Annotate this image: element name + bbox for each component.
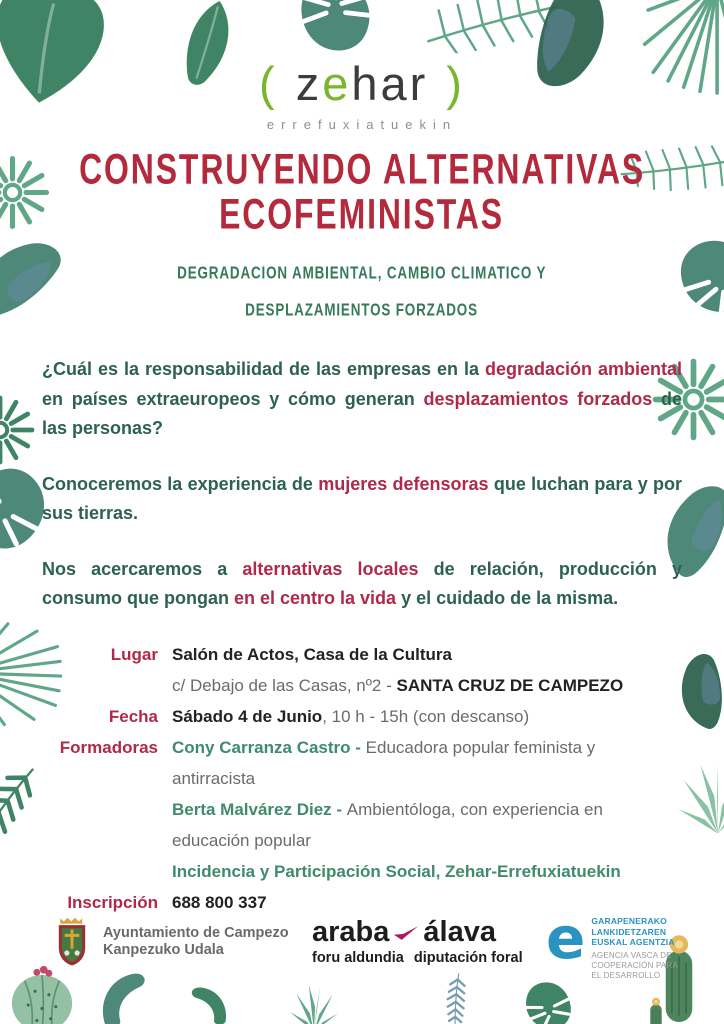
logo-letters-har: har bbox=[351, 57, 429, 110]
intro-p1-highlight-2: desplazamientos forzados bbox=[423, 388, 653, 409]
watercolor-fern-curl-icon bbox=[186, 974, 232, 1024]
inscripcion-value bbox=[172, 888, 682, 919]
intro-paragraph-3 bbox=[42, 555, 682, 613]
araba-arrow-icon bbox=[393, 924, 419, 942]
registration-phone: 688 800 337 bbox=[172, 892, 267, 912]
ayuntamiento-campezo-logo bbox=[50, 916, 289, 968]
araba-alava-wordmark bbox=[312, 918, 523, 947]
intro-p3-text: de relación, producción y consumo que pongan bbox=[42, 559, 682, 609]
title-line-1: CONSTRUYENDO ALTERNATIVAS bbox=[78, 146, 646, 194]
agencia-es-line-2: COOPERACIÓN PARA bbox=[591, 960, 678, 970]
zehar-logo bbox=[0, 0, 724, 132]
agencia-text bbox=[591, 916, 678, 981]
formadoras-label: Formadoras bbox=[59, 738, 158, 758]
formadora-2-name: Berta Malvárez Diez - bbox=[172, 800, 347, 820]
intro-p1-text: ¿Cuál es la responsabilidad de las empresas en la bbox=[42, 359, 485, 380]
watercolor-monstera-leaf-icon bbox=[515, 974, 582, 1024]
lugar-label: Lugar bbox=[110, 645, 158, 665]
agencia-spanish-name bbox=[591, 951, 678, 981]
agencia-eu-line-3: EUSKAL AGENTZIA bbox=[591, 937, 675, 948]
intro-text bbox=[42, 355, 682, 613]
venue-name: Salón de Actos, Casa de la Cultura bbox=[172, 645, 452, 665]
ayuntamiento-line-2: Kanpezuko Udala bbox=[103, 942, 224, 958]
agencia-es-line-1: AGENCIA VASCA DE bbox=[591, 950, 672, 960]
intro-paragraph-2 bbox=[42, 470, 682, 528]
intro-p1-text: en países extraeuropeos y cómo generan bbox=[42, 388, 424, 409]
logo-tagline: errefuxiatuekin bbox=[266, 117, 458, 132]
poster-subtitle bbox=[0, 256, 724, 330]
event-time: , 10 h - 15h (con descanso) bbox=[322, 707, 530, 727]
intro-p3-highlight-2: en el centro la vida bbox=[234, 588, 397, 609]
intro-p1-text: de las personas? bbox=[42, 388, 682, 438]
agencia-eu-line-2: LANKIDETZAREN bbox=[591, 926, 667, 937]
formadoras-value bbox=[172, 733, 682, 888]
title-line-2: ECOFEMINISTAS bbox=[219, 191, 505, 239]
araba-alava-logo bbox=[312, 918, 523, 966]
intro-p2-text: Conoceremos la experiencia de bbox=[42, 473, 319, 494]
formadora-1 bbox=[172, 733, 682, 795]
araba-alava-subtitle bbox=[312, 950, 523, 966]
agencia-es-line-3: EL DESARROLLO bbox=[591, 970, 661, 980]
fecha-label: Fecha bbox=[108, 707, 158, 727]
intro-p1-highlight-1: degradación ambiental bbox=[484, 359, 682, 380]
intro-p2-text: que luchan para y por sus tierras. bbox=[42, 473, 682, 523]
formadora-2-desc: Ambientóloga, con experiencia en educación popular bbox=[172, 800, 603, 851]
venue-address: c/ Debajo de las Casas, nº2 - bbox=[172, 676, 397, 696]
logo-close-paren: ) bbox=[446, 57, 465, 110]
campezo-coat-of-arms-icon bbox=[50, 916, 94, 968]
ayuntamiento-line-1: Ayuntamiento de Campezo bbox=[103, 924, 289, 941]
logo-open-paren: ( bbox=[259, 57, 278, 110]
araba-word: araba bbox=[312, 916, 390, 948]
subtitle-line-1: DEGRADACION AMBIENTAL, CAMBIO CLIMATICO Y bbox=[177, 263, 547, 283]
subtitle-line-2: DESPLAZAMIENTOS FORZADOS bbox=[245, 300, 479, 320]
ayuntamiento-text bbox=[103, 925, 289, 960]
poster-title bbox=[0, 148, 724, 238]
alava-word: álava bbox=[423, 916, 496, 948]
intro-p2-highlight-1: mujeres defensoras bbox=[318, 473, 489, 494]
logo-letter-z: z bbox=[295, 57, 323, 110]
organizing-department: Incidencia y Participación Social, Zehar-Errefuxiatuekin bbox=[172, 862, 621, 881]
zehar-logo-wordmark bbox=[0, 56, 724, 111]
fecha-value bbox=[172, 702, 682, 733]
detail-row-lugar bbox=[42, 640, 682, 702]
intro-paragraph-1 bbox=[42, 355, 682, 442]
event-date: Sábado 4 de Junio bbox=[172, 707, 323, 727]
formadora-1-name: Cony Carranza Castro - bbox=[172, 738, 366, 758]
agencia-basque-name bbox=[591, 916, 678, 948]
detail-row-inscripcion bbox=[42, 888, 682, 919]
watercolor-agave-icon bbox=[276, 982, 352, 1024]
formadora-2 bbox=[172, 795, 682, 857]
detail-row-fecha bbox=[42, 702, 682, 733]
sponsor-logos bbox=[0, 904, 724, 981]
lugar-value bbox=[172, 640, 682, 702]
intro-p3-text: y el cuidado de la misma. bbox=[396, 588, 619, 609]
event-details bbox=[42, 640, 682, 918]
agencia-eu-line-1: GARAPENERAKO bbox=[591, 916, 667, 926]
agencia-e-icon: e bbox=[546, 904, 586, 972]
intro-p3-highlight-1: alternativas locales bbox=[242, 559, 419, 580]
intro-p3-text: Nos acercaremos a bbox=[42, 559, 243, 580]
inscripcion-label: Inscripción bbox=[67, 892, 158, 912]
formadora-1-desc: Educadora popular feminista y antirracista bbox=[172, 738, 596, 789]
foru-aldundia-text: foru aldundia bbox=[312, 950, 404, 966]
detail-row-formadoras bbox=[42, 733, 682, 888]
diputacion-foral-text: diputación foral bbox=[413, 950, 523, 966]
venue-town: SANTA CRUZ DE CAMPEZO bbox=[396, 676, 624, 696]
logo-letter-e: e bbox=[322, 57, 352, 110]
agencia-vasca-logo bbox=[546, 904, 678, 981]
